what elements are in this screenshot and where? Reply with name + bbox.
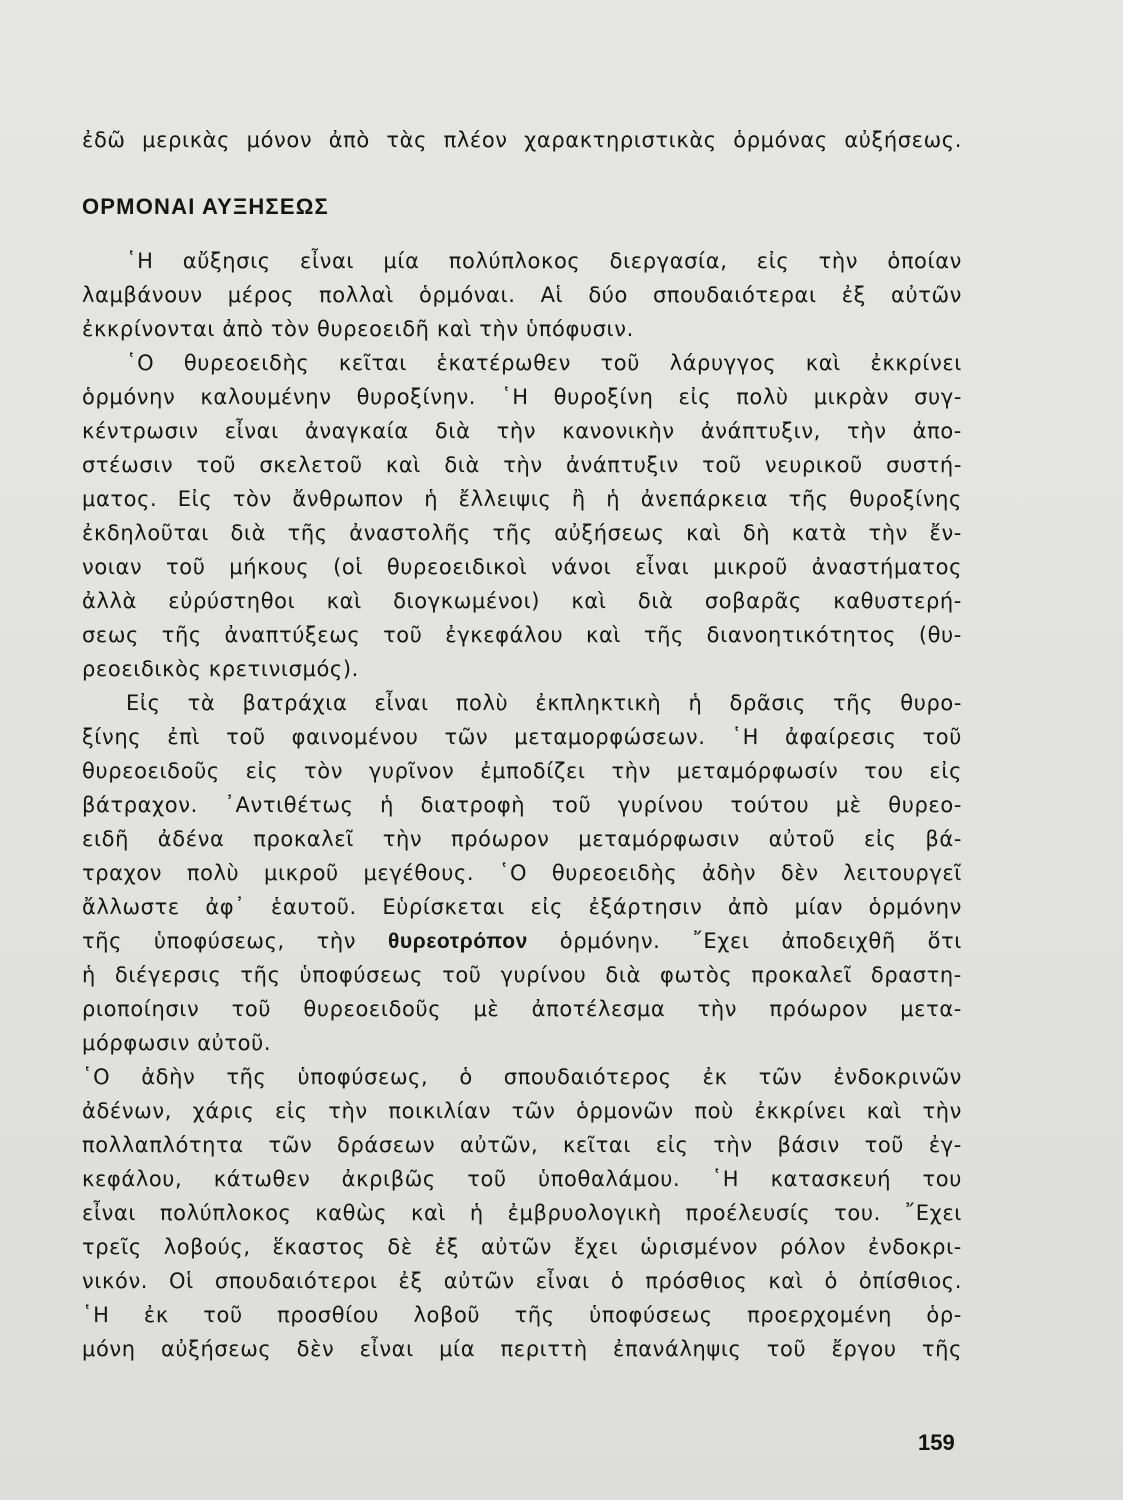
- text-line: κεφάλου, κάτωθεν ἀκριβῶς τοῦ ὑποθαλάμου. ῾Η κατασκευή του: [82, 1167, 962, 1191]
- text-line: ῾Ο θυρεοειδὴς κεῖται ἑκατέρωθεν τοῦ λάρυγγος καὶ ἐκκρίνει: [126, 351, 962, 375]
- text-line: ὁρμόνην καλουμένην θυροξίνην. ῾Η θυροξίνη εἰς πολὺ μικρὰν συγ-: [82, 385, 962, 409]
- text-line: ῾Η ἐκ τοῦ προσθίου λοβοῦ τῆς ὑποφύσεως προερχομένη ὁρ-: [82, 1303, 962, 1327]
- text-line: βάτραχον. ᾿Αντιθέτως ἡ διατροφὴ τοῦ γυρίνου τούτου μὲ θυρεο-: [82, 793, 962, 817]
- text-line: ἐκκρίνονται ἀπὸ τὸν θυρεοειδῆ καὶ τὴν ὑπόφυσιν.: [82, 317, 634, 341]
- section-heading: ΟΡΜΟΝΑΙ ΑΥΞΗΣΕΩΣ: [82, 194, 329, 219]
- text-line: στέωσιν τοῦ σκελετοῦ καὶ διὰ τὴν ἀνάπτυξιν τοῦ νευρικοῦ συστή-: [82, 453, 962, 477]
- text-line: νοιαν τοῦ μήκους (οἱ θυρεοειδικοὶ νάνοι εἶναι μικροῦ ἀναστήματος: [82, 555, 962, 579]
- text-line: ἐκδηλοῦται διὰ τῆς ἀναστολῆς τῆς αὐξήσεως καὶ δὴ κατὰ τὴν ἔν-: [82, 521, 962, 545]
- text-line: ῾Η αὔξησις εἶναι μία πολύπλοκος διεργασία, εἰς τὴν ὁποίαν: [126, 249, 962, 273]
- text-line: τραχον πολὺ μικροῦ μεγέθους. ῾Ο θυρεοειδὴς ἀδὴν δὲν λειτουργεῖ: [82, 861, 962, 885]
- text-line: ξίνης ἐπὶ τοῦ φαινομένου τῶν μεταμορφώσεων. ῾Η ἀφαίρεσις τοῦ: [82, 725, 962, 749]
- text-line: τρεῖς λοβούς, ἕκαστος δὲ ἐξ αὐτῶν ἔχει ὡρισμένον ρόλον ἐνδοκρι-: [82, 1235, 962, 1259]
- intro-line: ἐδῶ μερικὰς μόνον ἀπὸ τὰς πλέον χαρακτηριστικὰς ὁρμόνας αὐξήσεως.: [82, 128, 962, 152]
- intro-text: [82, 123, 962, 157]
- text-line: ἡ διέγερσις τῆς ὑποφύσεως τοῦ γυρίνου διὰ φωτὸς προκαλεῖ δραστη-: [82, 963, 962, 987]
- text-line: θυρεοειδοῦς εἰς τὸν γυρῖνον ἐμποδίζει τὴν μεταμόρφωσίν του εἰς: [82, 759, 962, 783]
- text-line: μόνη αὐξήσεως δὲν εἶναι μία περιττὴ ἐπανάληψις τοῦ ἔργου τῆς: [82, 1337, 962, 1361]
- text-segment: τῆς ὑποφύσεως, τὴν: [82, 929, 388, 953]
- text-line: ῾Ο ἀδὴν τῆς ὑποφύσεως, ὁ σπουδαιότερος ἐκ τῶν ἐνδοκρινῶν: [82, 1065, 962, 1089]
- text-line: ειδῆ ἀδένα προκαλεῖ τὴν πρόωρον μεταμόρφωσιν αὐτοῦ εἰς βά-: [82, 827, 962, 851]
- text-line: ἀλλὰ εὐρύστηθοι καὶ διογκωμένοι) καὶ διὰ σοβαρᾶς καθυστερή-: [82, 589, 962, 613]
- text-line: κέντρωσιν εἶναι ἀναγκαία διὰ τὴν κανονικὴν ἀνάπτυξιν, τὴν ἀπο-: [82, 419, 962, 443]
- text-line: εἶναι πολύπλοκος καθὼς καὶ ἡ ἐμβρυολογικὴ προέλευσίς του. ῎Εχει: [82, 1201, 962, 1225]
- text-line: ριοποίησιν τοῦ θυρεοειδοῦς μὲ ἀποτέλεσμα τὴν πρόωρον μετα-: [82, 997, 962, 1021]
- text-segment: ὁρμόνην. ῎Εχει ἀποδειχθῆ ὅτι: [527, 929, 962, 953]
- bold-term: θυρεοτρόπον: [387, 930, 528, 953]
- text-line-thyreotropon: [82, 924, 962, 958]
- text-line: πολλαπλότητα τῶν δράσεων αὐτῶν, κεῖται εἰς τὴν βάσιν τοῦ ἐγ-: [82, 1133, 962, 1157]
- text-line: Εἰς τὰ βατράχια εἶναι πολὺ ἐκπληκτικὴ ἡ δρᾶσις τῆς θυρο-: [126, 691, 962, 715]
- text-line: νικόν. Οἱ σπουδαιότεροι ἐξ αὐτῶν εἶναι ὁ πρόσθιος καὶ ὁ ὀπίσθιος.: [82, 1269, 962, 1293]
- text-line: σεως τῆς ἀναπτύξεως τοῦ ἐγκεφάλου καὶ τῆς διανοητικότητος (θυ-: [82, 623, 962, 647]
- page-number: 159: [918, 1430, 955, 1455]
- text-line: ρεοειδικὸς κρετινισμός).: [82, 657, 359, 681]
- body-text: [82, 244, 962, 1366]
- text-line: ματος. Εἰς τὸν ἄνθρωπον ἡ ἔλλειψις ἢ ἡ ἀνεπάρκεια τῆς θυροξίνης: [82, 487, 962, 511]
- text-line: ἀδένων, χάρις εἰς τὴν ποικιλίαν τῶν ὁρμονῶν ποὺ ἐκκρίνει καὶ τὴν: [82, 1099, 962, 1123]
- text-line: ἄλλωστε ἀφ᾿ ἑαυτοῦ. Εὑρίσκεται εἰς ἐξάρτησιν ἀπὸ μίαν ὁρμόνην: [82, 895, 962, 919]
- text-line: λαμβάνουν μέρος πολλαὶ ὁρμόναι. Αἱ δύο σπουδαιότεραι ἐξ αὐτῶν: [82, 283, 962, 307]
- text-line: μόρφωσιν αὐτοῦ.: [82, 1031, 272, 1055]
